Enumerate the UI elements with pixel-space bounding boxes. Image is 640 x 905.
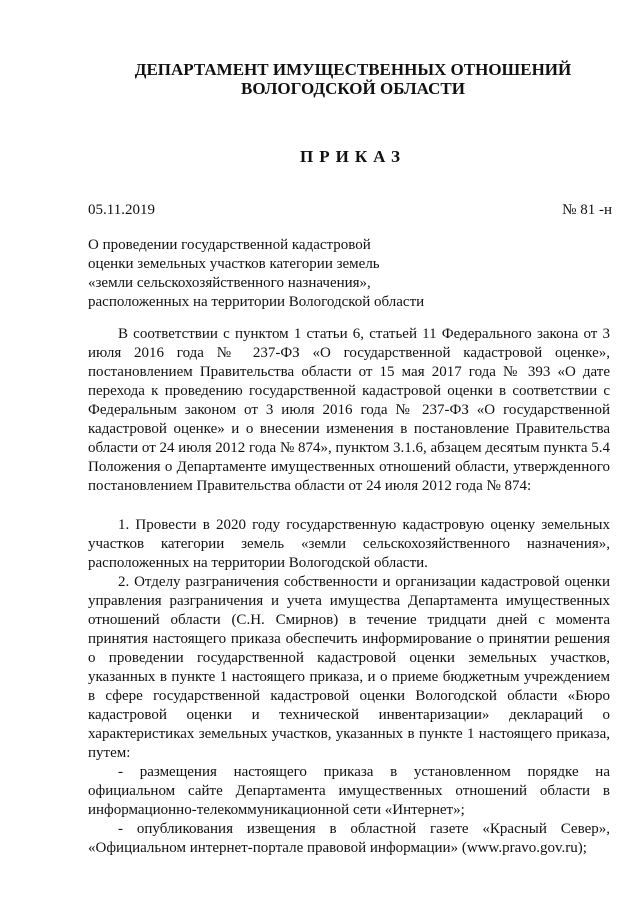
document-number: № 81 -н xyxy=(562,202,612,218)
order-item-1: 1. Провести в 2020 году государственную кадастровую оценку земельных участков категории земель «земли сельскохозяйственного назначения», расположенных на территории Вологодской области. xyxy=(88,517,610,571)
organization-name-line-1: ДЕПАРТАМЕНТ ИМУЩЕСТВЕННЫХ ОТНОШЕНИЙ xyxy=(134,60,572,79)
document-body xyxy=(88,325,610,858)
order-subitem-dash-1: - размещения настоящего приказа в установленном порядке на официальном сайте Департамента имущественных отношений области в информационно-телекоммуникационной сети «Интернет»; xyxy=(88,764,610,818)
organization-header xyxy=(88,60,618,98)
subject-line-2: оценки земельных участков категории земель xyxy=(88,256,380,272)
document-type-title: ПРИКАЗ xyxy=(300,147,406,166)
order-item-2: 2. Отделу разграничения собственности и организации кадастровой оценки управления разграничения и учета имущества Департамента имущественных отношений области (С.Н. Смирнов) в течение тридцати дней с момента принятия настоящего приказа обеспечить информирование о принятии решения о проведении государственной кадастровой оценки земельных участков, указанных в пункте 1 настоящего приказа, и о приеме бюджетным учреждением в сфере государственной кадастровой оценки Вологодской области «Бюро кадастровой оценки и технической инвентаризации» деклараций о характеристиках земельных участков, указанных в пункте 1 настоящего приказа, путем: xyxy=(88,574,610,761)
document-subject xyxy=(88,236,448,312)
subject-line-4: расположенных на территории Вологодской области xyxy=(88,294,425,310)
subject-line-3: «земли сельскохозяйственного назначения», xyxy=(88,275,371,291)
document-date: 05.11.2019 xyxy=(88,202,155,218)
preamble-paragraph: В соответствии с пунктом 1 статьи 6, статьей 11 Федерального закона от 3 июля 2016 года № 237-ФЗ «О государственной кадастровой оценке», постановлением Правительства области от 15 мая 2017 года № 393 «О дате перехода к проведению государственной кадастровой оценки в соответствии с Федеральным законом от 3 июля 2016 года № 237-ФЗ «О государственной кадастровой оценке» и о внесении изменения в постановление Правительства области от 24 июля 2012 года № 874», пунктом 3.1.6, абзацем десятым пункта 5.4 Положения о Департаменте имущественных отношений области, утвержденного постановлением Правительства области от 24 июля 2012 года № 874: xyxy=(88,326,610,494)
order-subitem-dash-2: - опубликования извещения в областной газете «Красный Север», «Официальном интернет-портале правовой информации» (www.pravo.gov.ru); xyxy=(88,821,610,856)
paragraph-gap xyxy=(88,496,610,516)
organization-name-line-2: ВОЛОГОДСКОЙ ОБЛАСТИ xyxy=(241,79,465,98)
subject-line-1: О проведении государственной кадастровой xyxy=(88,237,371,253)
